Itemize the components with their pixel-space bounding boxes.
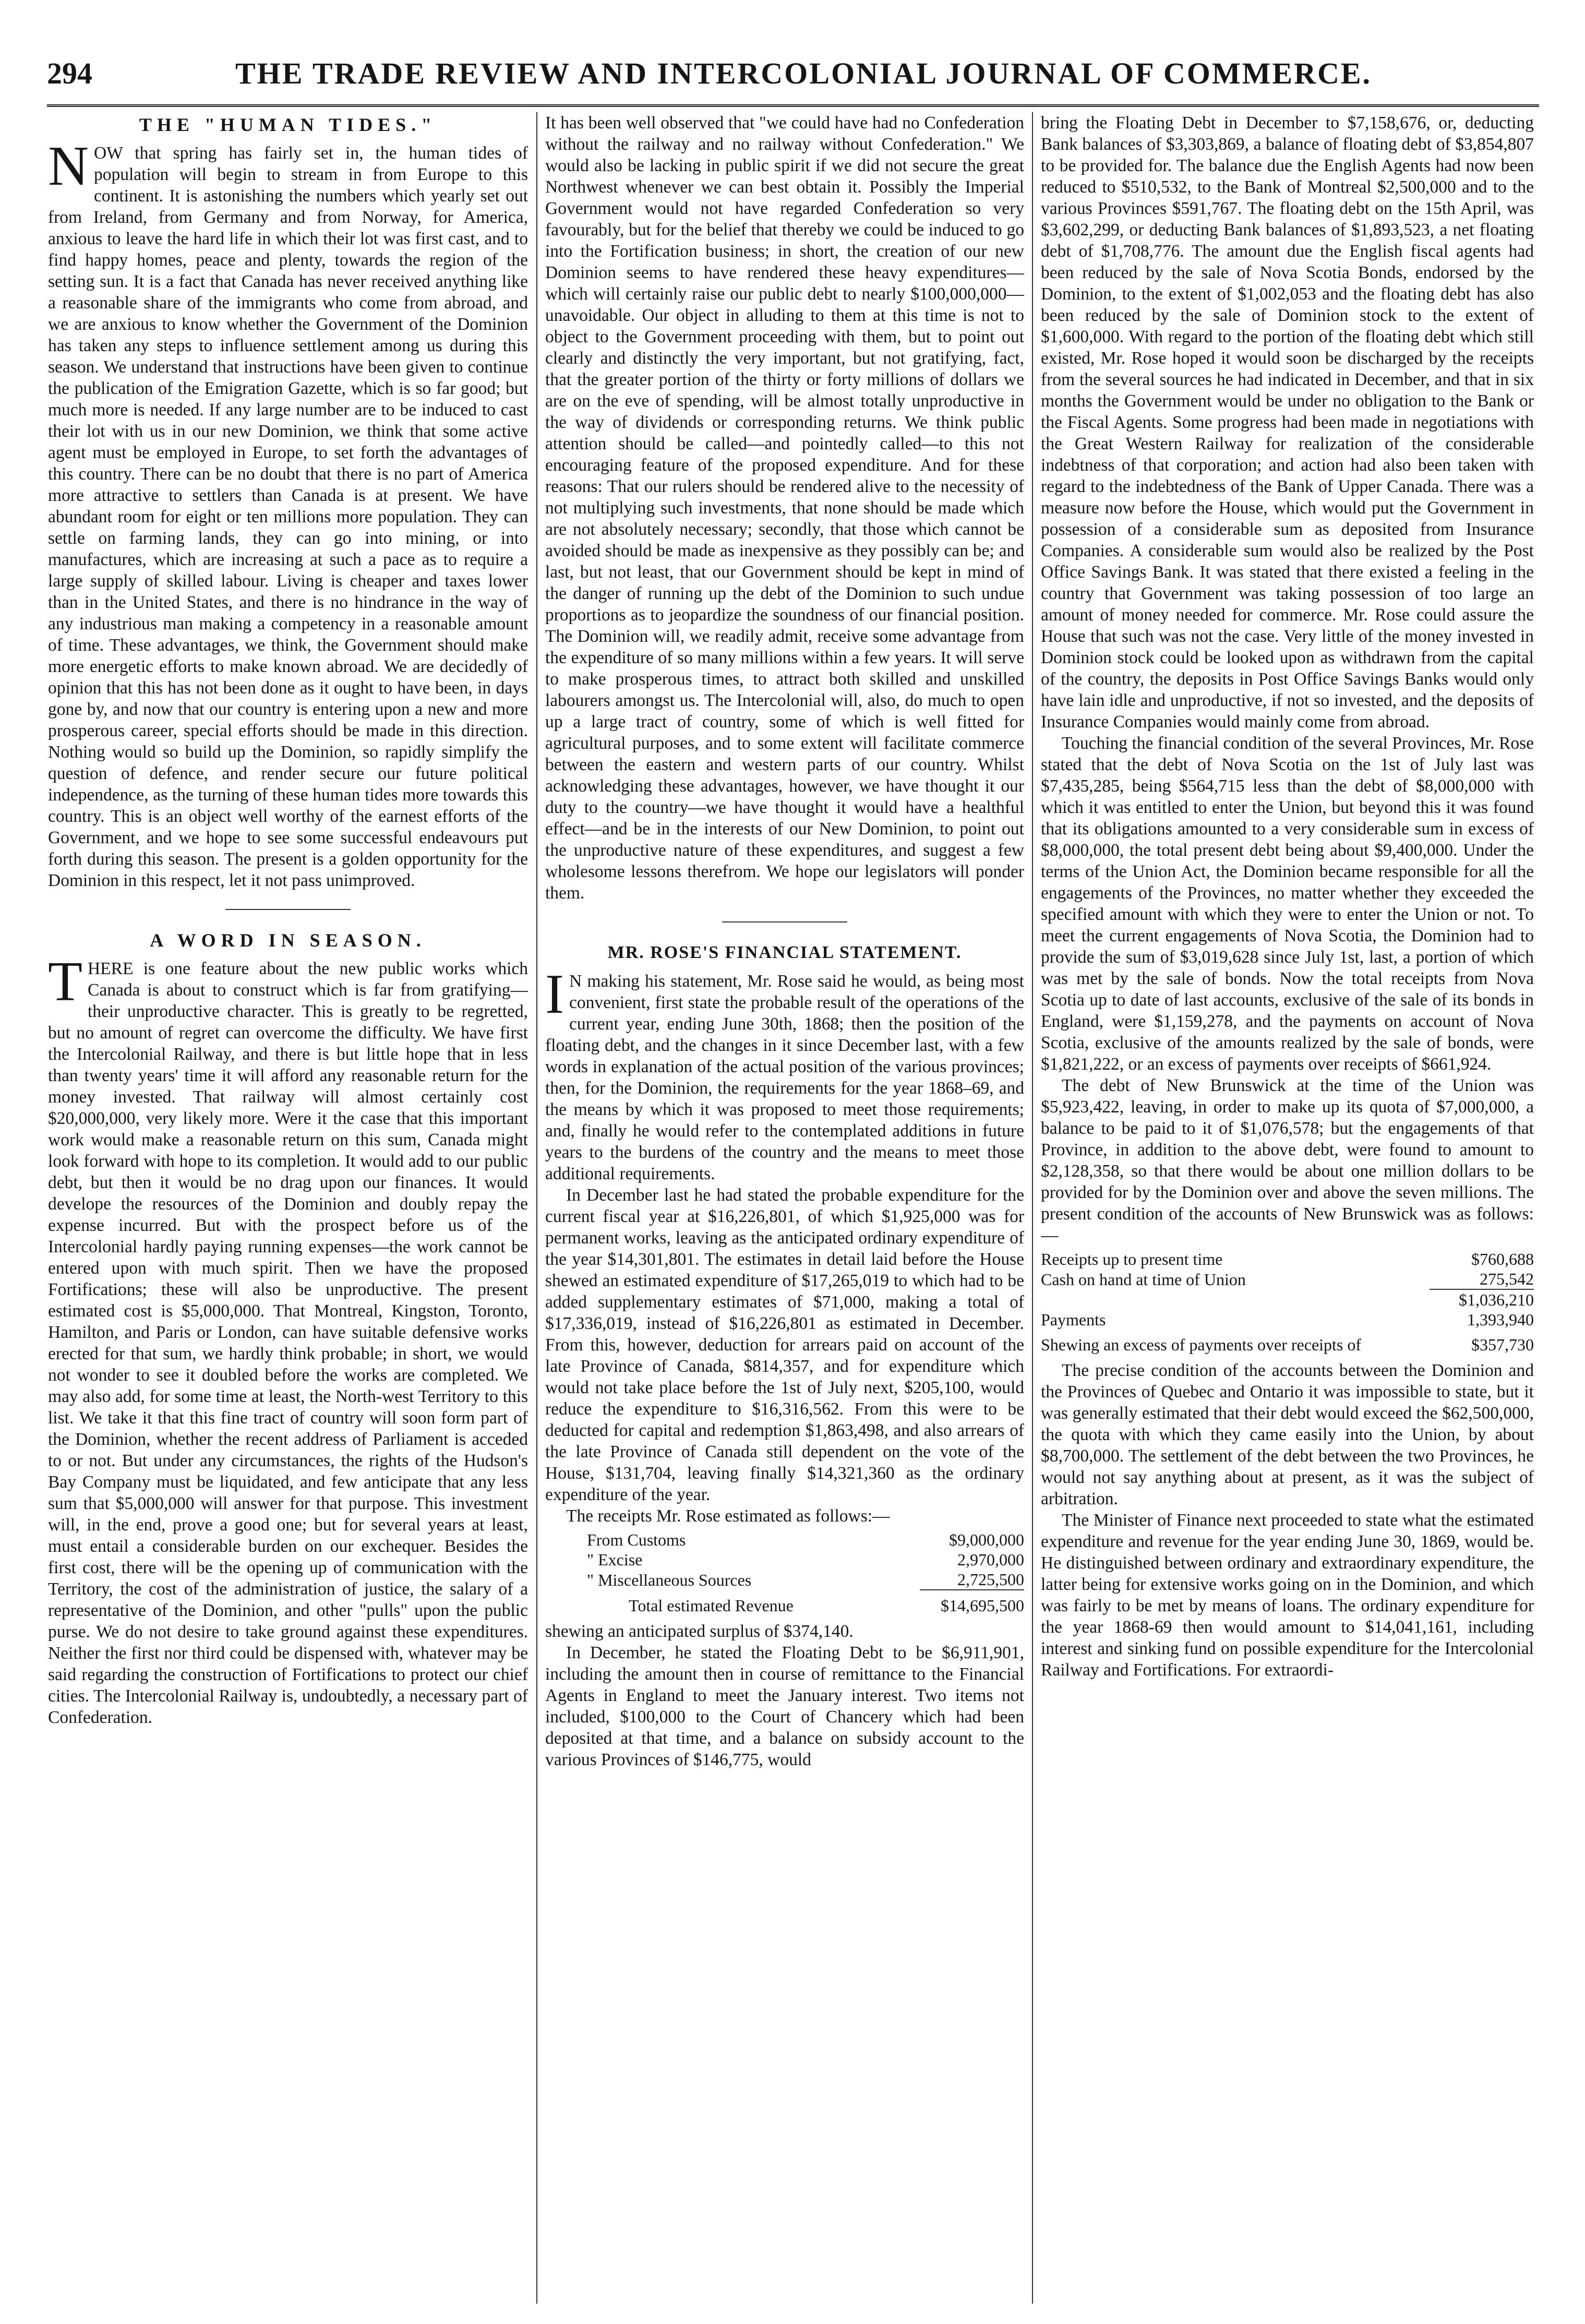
account-amount: 275,542 <box>1480 1269 1534 1288</box>
dropcap: I <box>545 963 564 1025</box>
paragraph: HERE is one feature about the new public works which Canada is about to construct which is far from gratifying—their unproductive character. This is greatly to be regretted, but no amount of regret can overcome the difficulty. We have first the Intercolonial Railway, and there is but little hope that in less than twenty years' time it will afford any reasonable return for the money invested. That railway will almost certainly cost $20,000,000, very likely more. Were it the case that this important work would make a reasonable return on this sum, Canada might look forward with hope to its completion. It would add to our public debt, but then it would be no drag upon our finances. It would develope the resources of the Dominion and doubly repay the expense incurred. But with the prospect before us of the Intercolonial hardly paying running expenses—the work cannot be entered upon with much spirit. Then we have the proposed Fortifications; these will also be unproductive. The present estimated cost is $5,000,000. That Montreal, Kingston, Toronto, Hamilton, and Paris or London, can have suitable defensive works erected for that sum, we hardly think probable; in short, we would not wonder to see it doubled before the works are completed. We may also add, for some time at least, the North-west Territory to this list. We take it that this fine tract of country will soon form part of the Dominion, whether the recent address of Parliament is acceded to or not. But under any circumstances, the rights of the Hudson's Bay Company must be liquidated, and few anticipate that any less sum that $5,000,000 will answer for that purpose. This investment will, in the end, prove a good one; but for several years at least, must entail a considerable burden on our exchequer. Besides the first cost, there will be the opening up of communication with the Territory, the cost of the administration of justice, the salary of a representative of the Dominion, and other "pulls" upon the public purse. We do not desire to take ground against these expenditures. Neither the first nor third could be dispensed with, whatever may be said regarding the construction of Fortifications to protect our chief cities. The Intercolonial Railway is, undoubtedly, a necessary part of Confederation. <box>48 959 528 1727</box>
paragraph: In December last he had stated the probable expenditure for the current fiscal year at $16,226,801, of which $1,925,000 was for permanent works, leaving as the anticipated ordinary expenditure of the year $14,301,801. The estimates in detail laid before the House shewed an estimated expenditure of $17,265,019 to which had to be added supplementary estimates of $71,000, making a total of $17,336,019, instead of $16,226,801 as estimated in December. From this, however, deduction for arrears paid on account of the late Province of Canada, $814,357, and for expenditure which would not take place before the 1st of July next, $205,100, would reduce the expenditure to $16,316,562. From this were to be deducted for capital and redemption $1,863,498, and also arrears of the late Province of Canada still dependent on the vote of the House, $131,704, leaving finally $14,321,360 as the ordinary expenditure of the year. <box>545 1185 1024 1504</box>
paragraph: OW that spring has fairly set in, the human tides of population will begin to stream in from Europe to this continent. It is astonishing the numbers which yearly set out from Ireland, from Germany and from Norway, for America, anxious to leave the hard life in which their lot was first cast, and to find happy homes, peace and plenty, towards the region of the setting sun. It is a fact that Canada has never received anything like a reasonable share of the immigrants who come from abroad, and we are anxious to know whether the Government of the Dominion has taken any steps to influence settlement among us during this season. We understand that instructions have been given to continue the publication of the Emigration Gazette, which is so far good; but much more is needed. If any large number are to be induced to cast their lot with us in our new Dominion, we think that some active agent must be employed in Europe, to set forth the advantages of this country. There can be no doubt that there is no part of America more attractive to settlers than Canada is at present. We have abundant room for eight or ten millions more population. They can settle on farming lands, they can go into mining, or into manufactures, which are increasing at such a pace as to require a large supply of skilled labour. Living is cheaper and taxes lower than in the United States, and there is no hindrance in the way of any industrious man making a competency in a reasonable amount of time. These advantages, we think, the Government should make more energetic efforts to make known abroad. We are decidedly of opinion that this has not been done as it ought to have been, in days gone by, and now that our country is entering upon a new and more prosperous career, special efforts should be made in this direction. Nothing would so build up the Dominion, so rapidly simplify the question of defence, and render secure our future political independence, as the turning of these human tides more towards this country. This is an object well worthy of the earnest efforts of the Government, and we hope to see some successful endeavours put forth during this season. The present is a golden opportunity for the Dominion in this respect, let it not pass unimproved. <box>48 143 528 890</box>
paragraph: Touching the financial condition of the several Provinces, Mr. Rose stated that the debt of Nova Scotia on the 1st of July last was $7,435,285, being $564,715 less than the debt of $8,000,000 with which it was entitled to enter the Union, but beyond this it was found that its obligations amounted to a very considerable sum in excess of $8,000,000, the total present debt being about $9,400,000. Under the terms of the Union Act, the Dominion became responsible for all the engagements of the Provinces, no matter whether they exceeded the specified amount with which they were to enter the Union or not. To meet the current engagements of Nova Scotia, the Dominion had to provide the sum of $3,019,628 since July 1st, last, a portion of which was met by the sale of bonds. Now the total receipts from Nova Scotia up to date of last accounts, exclusive of the sale of its bonds in England, were $1,159,278, and the payments on account of Nova Scotia, exclusive of the amounts realized by the sale of bonds, were $1,821,222, or an excess of payments over receipts of $661,924. <box>1041 734 1534 1074</box>
paragraph: In December, he stated the Floating Debt to be $6,911,901, including the amount then in course of remittance to the Financial Agents in England to meet the January interest. Two items not included, $100,000 to the Court of Chancery which had been deposited at that time, and a balance on subsidy account to the various Provinces of $146,775, would <box>545 1643 1024 1769</box>
receipt-label: " Excise <box>587 1550 643 1569</box>
page-header <box>47 47 1539 99</box>
article-word-in-season-title: A WORD IN SEASON. <box>150 930 426 951</box>
column-1 <box>48 112 528 2304</box>
new-brunswick-accounts-table <box>1041 1249 1534 1355</box>
table-row <box>1041 1310 1534 1329</box>
account-label: Receipts up to present time <box>1041 1250 1223 1268</box>
receipt-amount: $9,000,000 <box>949 1530 1024 1549</box>
account-subtotal: $1,036,210 <box>1430 1289 1534 1310</box>
account-amount: $760,688 <box>1471 1250 1534 1268</box>
table-row <box>545 1570 1024 1590</box>
paragraph: N making his statement, Mr. Rose said he would, as being most convenient, first state the probable result of the operations of the current year, ending June 30th, 1868; then the position of the floating debt, and the changes in it since December last, with a few words in explanation of the actual position of the various provinces; then, for the Dominion, the requirements for the year 1868–69, and the means by which it was proposed to meet those requirements; and, finally he would refer to the contemplated additions in future years to the burdens of the country and the means to meet those additional requirements. <box>545 972 1024 1183</box>
header-rule <box>47 104 1539 107</box>
account-label: Cash on hand at time of Union <box>1041 1270 1246 1289</box>
article-human-tides-title: THE "HUMAN TIDES." <box>139 114 437 135</box>
article-human-tides-body <box>48 135 528 891</box>
table-row <box>545 1530 1024 1550</box>
receipt-amount: 2,725,500 <box>957 1570 1024 1589</box>
receipts-total-amount: $14,695,500 <box>920 1590 1024 1615</box>
paragraph: The receipts Mr. Rose estimated as follows:— <box>566 1506 890 1526</box>
page-number: 294 <box>47 56 92 90</box>
receipts-total-label: Total estimated Revenue <box>629 1596 794 1615</box>
table-row <box>1041 1269 1534 1289</box>
article-word-in-season-body <box>48 951 528 1728</box>
receipt-label: From Customs <box>587 1530 686 1549</box>
table-row <box>1041 1249 1534 1269</box>
article-rose-statement-body <box>545 963 1024 1184</box>
paragraph: shewing an anticipated surplus of $374,140. <box>545 1622 854 1641</box>
paragraph: The Minister of Finance next proceeded to state what the estimated expenditure and revenue for the year ending June 30, 1869, would be. He distinguished between ordinary and extraordinary expenditure, the latter being for extensive works going on in the Dominion, and which was fairly to be met by means of loans. The ordinary expenditure for the year 1868-69 then would amount to $14,041,161, including interest and sinking fund on possible expenditure for the Intercolonial Railway and Fortifications. For extraordi- <box>1041 1511 1534 1680</box>
table-row <box>545 1550 1024 1570</box>
paragraph: bring the Floating Debt in December to $7,158,676, or, deducting Bank balances of $3,303,869, a balance of floating debt of $3,854,807 to be provided for. The balance due the English Agents had now been reduced to $510,532, to the Bank of Montreal $2,500,000 and to the various Provinces $591,767. The floating debt on the 15th April, was $3,602,299, or deducting Bank balances of $1,893,523, a net floating debt of $1,708,776. The amount due the English fiscal agents had been reduced by the sale of Nova Scotia Bonds, endorsed by the Dominion, to the extent of $1,002,053 and the floating debt has also been reduced by the sale of Dominion stock to the extent of $1,600,000. With regard to the portion of the floating debt which still existed, Mr. Rose hoped it would soon be discharged by the receipts from the several sources he had indicated in December, and that in six months the Government would be under no obligation to the Bank or the Fiscal Agents. Some progress had been made in negotiations with the Great Western Railway for realization of the considerable indebtness of that corporation; and action had also been taken with regard to the indebtedness of the Bank of Upper Canada. There was a measure now before the House, which would put the Government in possession of a considerable sum as deposited from Insurance Companies. A considerable sum would also be realized by the Post Office Savings Bank. It was stated that there existed a feeling in the country that Government was taking possession of too large an amount of money needed for commerce. Mr. Rose could assure the House that such was not the case. Very little of the money invested in Dominion stock could be looked upon as withdrawn from the capital of the country, the deposits in Post Office Savings Banks would only have lain idle and unproductive, if not so invested, and the deposits of Insurance Companies would mainly come from abroad. <box>1041 113 1534 732</box>
account-label: Shewing an excess of payments over receipts of <box>1041 1335 1362 1354</box>
column-2 <box>545 112 1024 2304</box>
article-separator <box>722 921 847 923</box>
paragraph: It has been well observed that "we could have had no Confederation without the railway and no railway without Confederation." We would also be lacking in public spirit if we did not secure the great Northwest whenever we can best obtain it. Possibly the Imperial Government would not have regarded Confederation so very favourably, but for the belief that thereby we could be induced to go into the Fortification business; in short, the creation of our new Dominion seems to have rendered these heavy expenditures—which will certainly raise our public debt to nearly $100,000,000—unavoidable. Our object in alluding to them at this time is not to object to the Government proceeding with them, but to point out clearly and distinctly the very important, but not gratifying, fact, that the greater portion of the thirty or forty millions of dollars we are on the eve of spending, will be almost totally unproductive in the way of dividends or corresponding returns. We think public attention should be called—and pointedly called—to this not encouraging feature of the proposed expenditure. And for these reasons: That our rulers should be rendered alive to the necessity of not multiplying such investments, that none should be made which are not absolutely necessary; secondly, that those which cannot be avoided should be made as inexpensive as they possibly can be; and last, but not least, that our Government should be kept in mind of the danger of running up the debt of the Dominion to such undue proportions as to jeopardize the soundness of our financial position. The Dominion will, we readily admit, receive some advantage from the expenditure of so many millions within a few years. It will serve to make prosperous times, to attract both skilled and unskilled labourers amongst us. The Intercolonial will, also, do much to open up a large tract of country, some of which is well fitted for agricultural purposes, and to some extent will facilitate commerce between the eastern and western parts of our country. Whilst acknowledging these advantages, however, we have thought it our duty to the country—we have thought it would have a healthful effect—and be in the interests of our New Dominion, to point out the unproductive nature of these expenditures, and suggest a few wholesome lessons therefrom. We hope our legislators will ponder them. <box>545 113 1024 903</box>
table-row <box>1041 1329 1534 1355</box>
account-label: Payments <box>1041 1310 1106 1329</box>
table-row <box>545 1590 1024 1615</box>
article-rose-statement-title: MR. ROSE'S FINANCIAL STATEMENT. <box>607 943 962 962</box>
paragraph: The debt of New Brunswick at the time of the Union was $5,923,422, leaving, in order to make up its quota of $7,000,000, a balance to be paid to it of $1,076,578; but the engagements of that Province, in addition to the above debt, were found to amount to $2,128,358, so that there would be about one million dollars to be provided for by the Dominion over and above the seven millions. The present condition of the accounts of New Brunswick was as follows:— <box>1041 1076 1534 1245</box>
receipt-label: " Miscellaneous Sources <box>587 1571 752 1589</box>
paragraph: The precise condition of the accounts between the Dominion and the Provinces of Quebec and Ontario it was impossible to state, but it was generally estimated that their debt would exceed the $62,500,000, the quota with which they came easily into the Union, by about $8,700,000. The settlement of the debt between the two Provinces, he would not say anything about at present, as it was the subject of arbitration. <box>1041 1361 1534 1508</box>
receipts-table <box>545 1530 1024 1615</box>
dropcap: N <box>48 135 89 197</box>
receipt-amount: 2,970,000 <box>957 1550 1024 1569</box>
dropcap: T <box>48 951 82 1013</box>
account-amount: 1,393,940 <box>1467 1310 1534 1329</box>
column-divider <box>1032 112 1033 2304</box>
column-3 <box>1041 112 1534 2304</box>
table-row <box>1041 1289 1534 1310</box>
account-amount: $357,730 <box>1471 1335 1534 1354</box>
column-divider <box>536 112 537 2304</box>
journal-title: THE TRADE REVIEW AND INTERCOLONIAL JOURNAL OF COMMERCE. <box>235 56 1372 90</box>
article-separator <box>225 909 351 910</box>
